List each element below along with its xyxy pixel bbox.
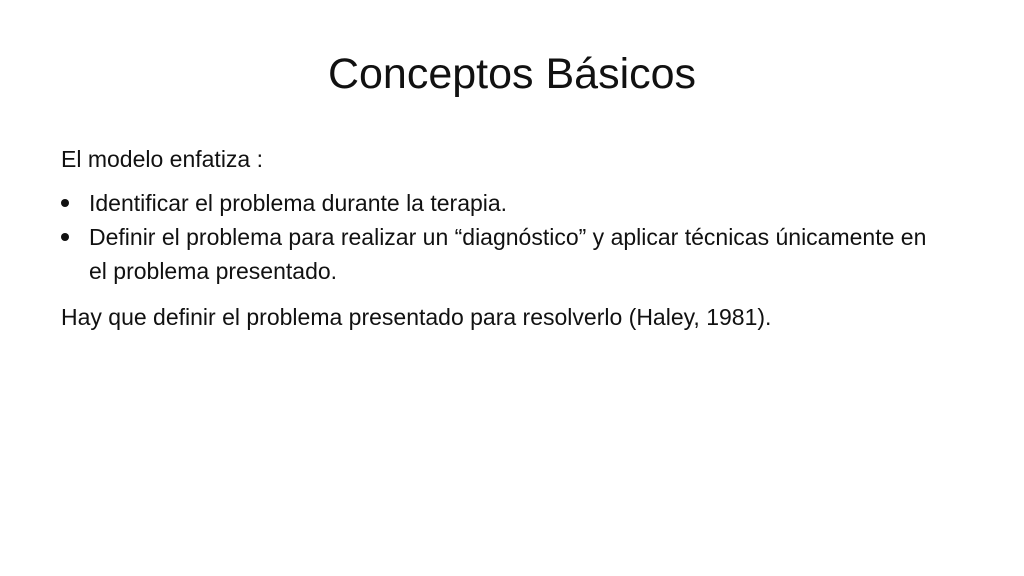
slide-title: Conceptos Básicos [327,50,697,98]
bullet-text: Identificar el problema durante la terapia. [89,190,508,216]
bullet-text: Definir el problema para realizar un “diagnóstico” y aplicar técnicas únicamente en el problema presentado. [89,224,927,284]
bullet-list [61,186,941,288]
intro-text: El modelo enfatiza : [61,146,264,172]
bullet-dot-icon [61,233,69,241]
closing-text: Hay que definir el problema presentado para resolverlo (Haley, 1981). [61,304,772,330]
bullet-item [61,220,941,288]
bullet-dot-icon [61,199,69,207]
bullet-item [61,186,941,220]
slide-body [61,142,941,334]
